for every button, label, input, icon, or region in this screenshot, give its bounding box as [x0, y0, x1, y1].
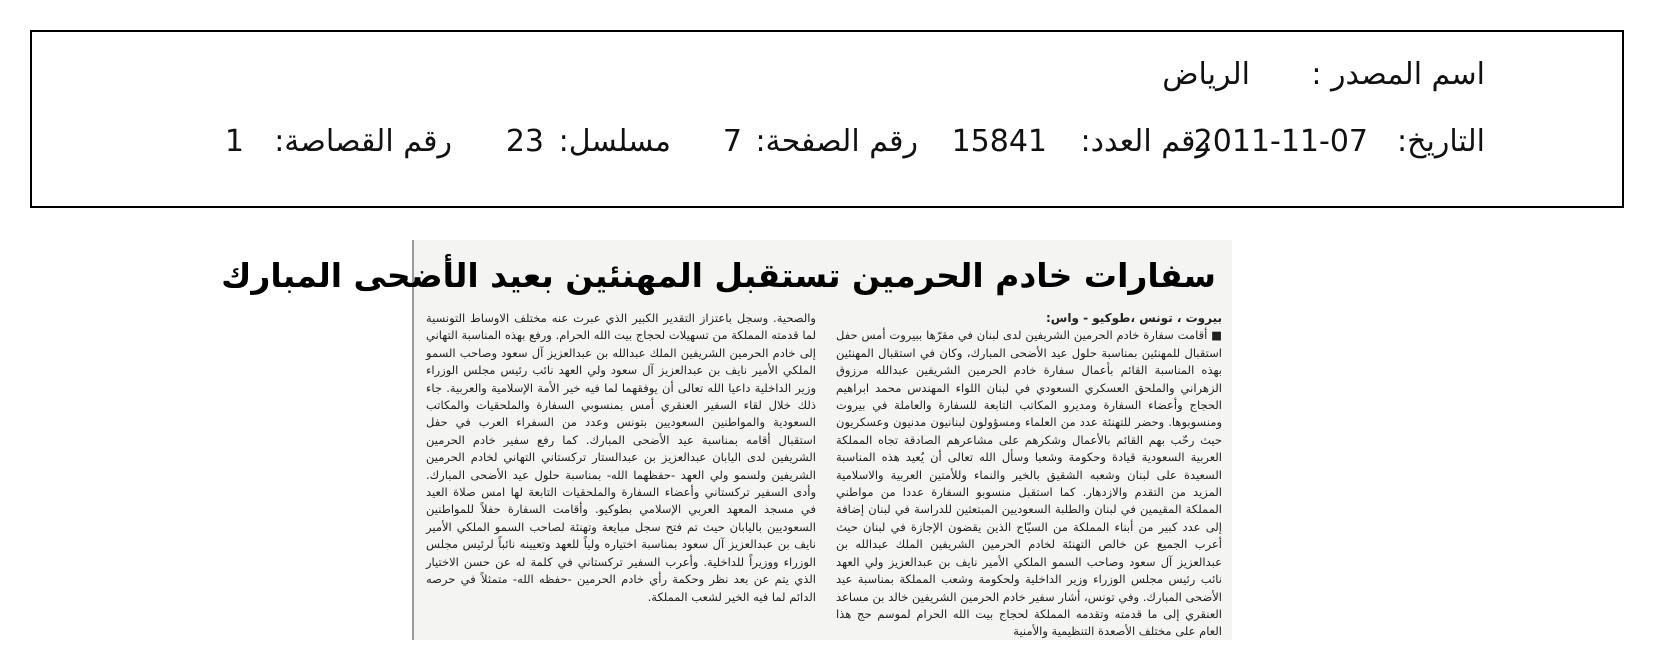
date-label: التاريخ:	[1397, 124, 1485, 159]
article-column-right	[836, 310, 1222, 639]
issue-label: رقم العدد:	[1080, 124, 1210, 159]
article-headline: سفارات خادم الحرمين تستقبل المهنئين بعيد الأضحى المبارك	[221, 256, 1216, 295]
article-column-left	[426, 310, 816, 628]
issue-value: 15841	[951, 124, 1047, 159]
source-label: اسم المصدر :	[1311, 57, 1485, 92]
clip-label: رقم القصاصة:	[274, 124, 452, 159]
clip-value: 1	[224, 124, 244, 159]
page-label: رقم الصفحة:	[755, 124, 918, 159]
serial-value: 23	[505, 124, 544, 159]
article-dateline: بيروت ، تونس ،طوكيو - واس:	[1045, 311, 1222, 325]
date-value: 2011-11-07	[1193, 124, 1368, 159]
serial-label: مسلسل:	[558, 124, 671, 159]
metadata-box	[30, 30, 1624, 208]
article-column-right-text: ■ أقامت سفارة خادم الحرمين الشريفين لدى لبنان في مقرّها ببيروت أمس حفل استقبال للمهنئين بمناسبة حلول عيد الأضحى المبارك، وكان في استقبال المهنئين بهذه المناسبة القائم بأعمال سفارة خادم الحرمين الشريفين عبدالله مرزوق الزهراني والملحق العسكري السعودي في لبنان اللواء المهندس محمد ابراهيم الحجاج وأعضاء السفارة ومديرو المكاتب التابعة للسفارة والعاملة في بيروت ومنسوبوها. وحضر للتهنئة عدد من العلماء ومسؤولون لبنانيون مدنيون وعسكريون حيث رحّب بهم القائم بالأعمال وشكرهم على مشاعرهم الصادقة تجاه المملكة العربية السعودية قيادة وحكومة وشعبا وسأل الله تعالى أن يُعيد هذه المناسبة السعيدة على لبنان وشعبه الشقيق بالخير والنماء وللأمتين العربية والاسلامية المزيد من التقدم والازدهار. كما استقبل منسوبو السفارة عددا من مواطني المملكة المقيمين في لبنان والطلبة السعوديين المبتعثين للدراسة في لبنان إضافة إلى عدد كبير من أبناء المملكة من السيّاح الذين يقضون الإجازة في لبنان حيث أعرب الجميع عن خالص التهنئة لخادم الحرمين الشريفين الملك عبدالله بن عبدالعزيز آل سعود وصاحب السمو الملكي الأمير نايف بن عبدالعزيز ولي العهد نائب رئيس مجلس الوزراء وزير الداخلية ولحكومة وشعب المملكة بمناسبة عيد الأضحى المبارك. وفي تونس، أشار سفير خادم الحرمين الشريفين خالد بن مساعد العنقري إلى ما قدمته وتقدمه المملكة لحجاج بيت الله الحرام لموسم حج هذا العام على مختلف الأصعدة التنظيمية والأمنية	[836, 328, 1222, 639]
newspaper-clipping	[221, 240, 1232, 640]
source-value: الرياض	[1162, 57, 1250, 92]
article-column-left-text: والصحية. وسجل باعتزاز التقدير الكبير الذي عبرت عنه مختلف الاوساط التونسية لما قدمته المملكة من تسهيلات لحجاج بيت الله الحرام. ورفع بهذه المناسبة التهاني إلى خادم الحرمين الشريفين الملك عبدالله بن عبدالعزيز آل سعود وصاحب السمو الملكي الأمير نايف بن عبدالعزيز آل سعود ولي العهد نائب رئيس مجلس الوزراء وزير الداخلية داعيا الله تعالى أن يوفقهما لما فيه خير الأمة الإسلامية والعربية. جاء ذلك خلال لقاء السفير العنقري أمس بمنسوبي السفارة والملحقيات والمكاتب السعودية والمواطنين السعوديين بتونس وعدد من السفراء العرب في حفل استقبال أقامه بمناسبة عيد الأضحى المبارك. كما رفع سفير خادم الحرمين الشريفين لدى اليابان عبدالعزيز بن عبدالستار تركستاني التهاني لخادم الحرمين الشريفين ولسمو ولي العهد -حفظهما الله- بمناسبة حلول عيد الأضحى المبارك. وأدى السفير تركستاني وأعضاء السفارة والملحقيات التابعة لها امس صلاة العيد في مسجد المعهد العربي الإسلامي بطوكيو. وأقامت السفارة حفلاً للمواطنين السعوديين باليابان حيث تم فتح سجل مبايعة وتهنئة لصاحب السمو الملكي الأمير نايف بن عبدالعزيز آل سعود بمناسبة اختياره ولياً للعهد وتعيينه نائباً لرئيس مجلس الوزراء ووزيراً للداخلية. وأعرب السفير تركستاني في كلمة له عن حسن الاختيار الذي يتم عن بعد نظر وحكمة رأي خادم الحرمين -حفظه الله- متمثلاً في حرصه الدائم لما فيه الخير لشعب المملكة.	[426, 311, 816, 604]
page-value: 7	[722, 124, 742, 159]
